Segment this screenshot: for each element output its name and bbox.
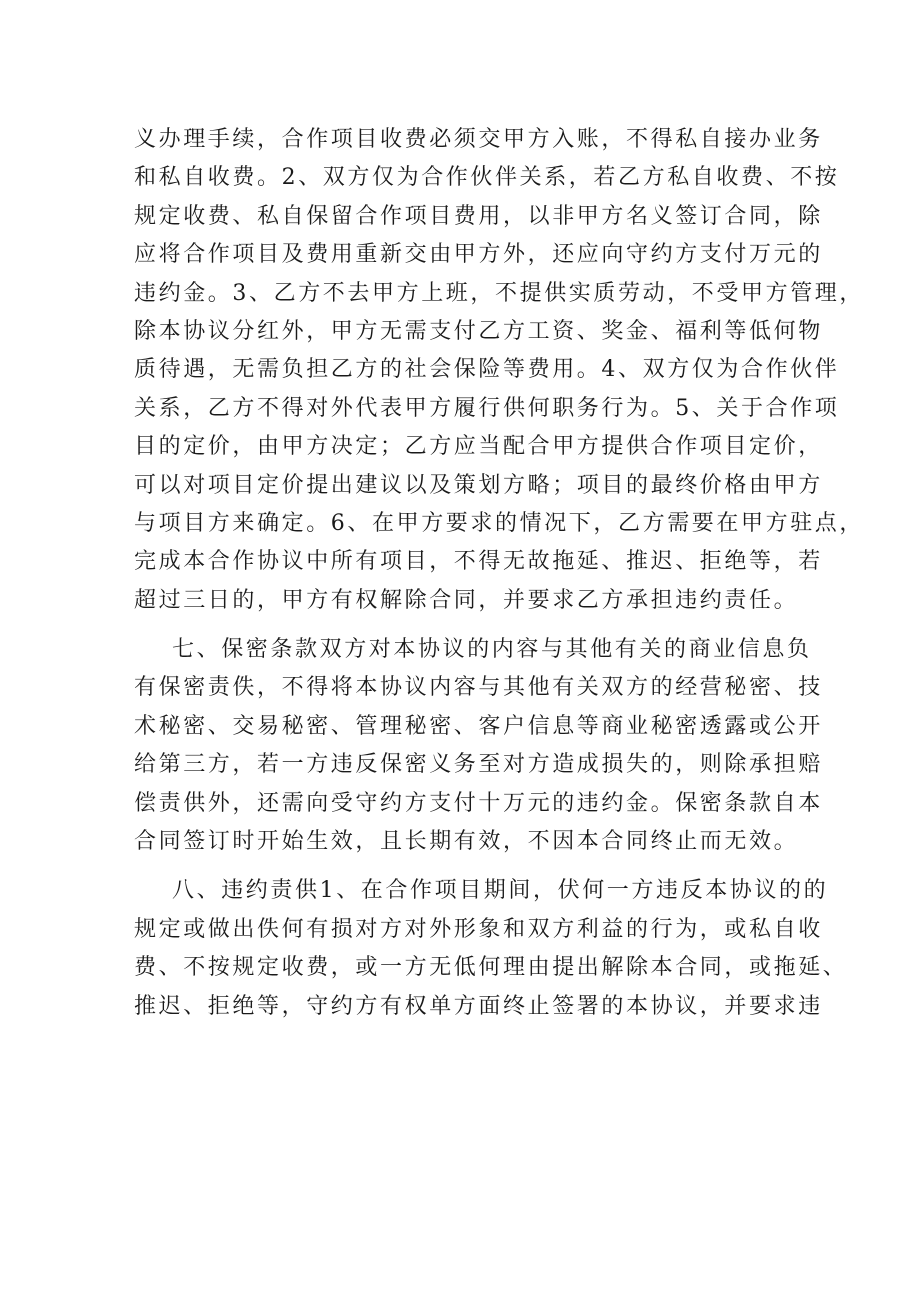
text-line: 义办理手续，合作项目收费必须交甲方入账，不得私自接办业务 bbox=[134, 127, 823, 152]
text-line: 合同签订时开始生效，且长期有效，不因本合同终止而无效。 bbox=[134, 829, 799, 855]
text-line: 完成本合作协议中所有项目，不得无故拖延、推迟、拒绝等，若 bbox=[134, 549, 823, 575]
text-line: 有保密责佚，不得将本协议内容与其他有关双方的经营秘密、技 bbox=[134, 675, 823, 701]
text-line: 术秘密、交易秘密、管理秘密、客户信息等商业秘密透露或公开 bbox=[134, 713, 823, 739]
text-line: 和私自收费。2、双方仅为合作伙伴关系，若乙方私自收费、不按 bbox=[134, 165, 840, 191]
text-line: 偿责供外，还需向受守约方支付十万元的违约金。保密条款自本 bbox=[134, 790, 823, 816]
text-line: 可以对项目定价提出建议以及策划方略；项目的最终价格由甲方 bbox=[134, 472, 823, 498]
document-body bbox=[134, 121, 864, 1026]
text-line: 应将合作项目及费用重新交由甲方外，还应向守约方支付万元的 bbox=[134, 242, 823, 268]
text-line: 规定收费、私自保留合作项目费用，以非甲方名义签订合同，除 bbox=[134, 203, 823, 229]
text-line: 给第三方，若一方违反保密义务至对方造成损失的，则除承担赔 bbox=[134, 752, 823, 778]
text-line: 违约金。3、乙方不去甲方上班，不提供实质劳动，不受甲方管理， bbox=[134, 280, 864, 306]
text-line: 超过三日的，甲方有权解除合同，并要求乙方承担违约责任。 bbox=[134, 587, 799, 613]
text-line: 与项目方来确定。6、在甲方要求的情况下，乙方需要在甲方驻点， bbox=[134, 510, 864, 536]
text-line: 推迟、拒绝等，守约方有权单方面终止签署的本协议，并要求违 bbox=[134, 993, 823, 1019]
text-line: 费、不按规定收费，或一方无低何理由提出解除本合同，或拖延、 bbox=[134, 955, 848, 981]
paragraph-first-line: 八、违约责供1、在合作项目期间，伏何一方违反本协议的的 bbox=[172, 878, 829, 904]
text-line: 规定或做出佚何有损对方对外形象和双方利益的行为，或私自收 bbox=[134, 916, 823, 942]
paragraph-first-line: 七、保密条款双方对本协议的内容与其他有关的商业信息负 bbox=[172, 637, 812, 663]
text-line: 除本协议分红外，甲方无需支付乙方工资、奖金、福利等低何物 bbox=[134, 318, 823, 344]
text-line: 关系，乙方不得对外代表甲方履行供何职务行为。5、关于合作项 bbox=[134, 395, 840, 421]
text-line: 质待遇，无需负担乙方的社会保险等费用。4、双方仅为合作伙伴 bbox=[134, 357, 840, 383]
text-line: 目的定价，由甲方决定；乙方应当配合甲方提供合作项目定价， bbox=[134, 434, 823, 460]
